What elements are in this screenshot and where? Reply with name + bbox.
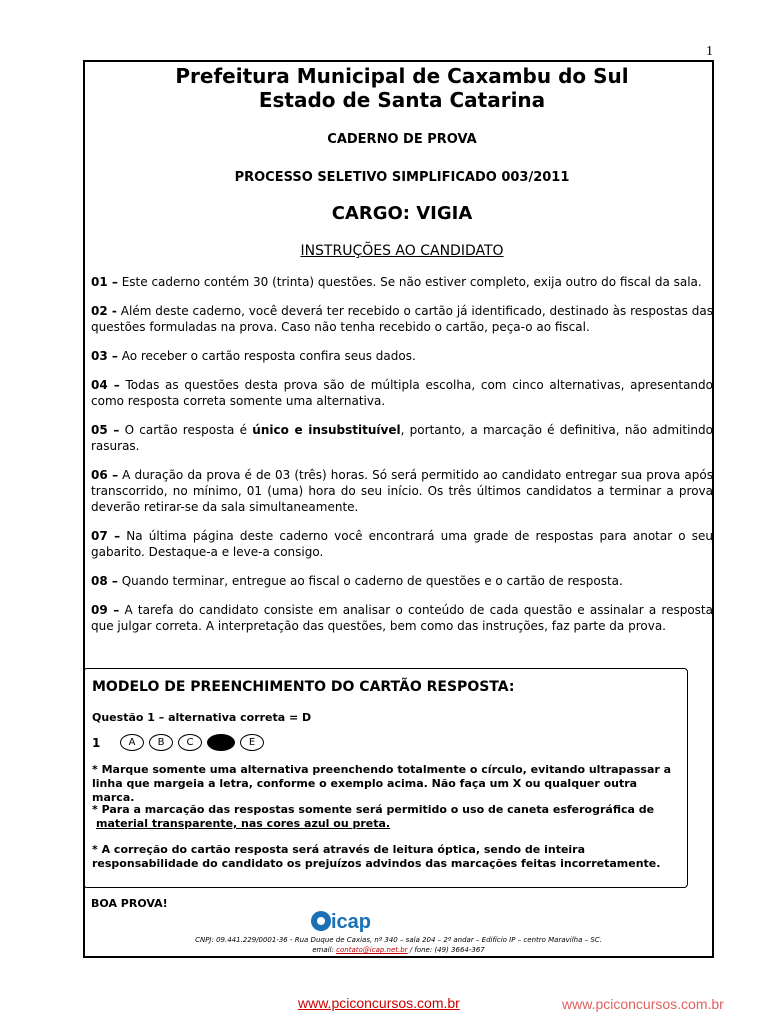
instruction-item bbox=[91, 377, 713, 409]
note-pen-line1: * Para a marcação das respostas somente será permitido o uso de caneta esferográfica de bbox=[92, 803, 655, 816]
item-number: 06 – bbox=[91, 468, 119, 482]
boa-prova: BOA PROVA! bbox=[91, 897, 168, 910]
instructions-list bbox=[91, 274, 713, 647]
exam-cover bbox=[91, 64, 713, 633]
instruction-item bbox=[91, 528, 713, 560]
icap-logo bbox=[310, 904, 385, 940]
footer-contact bbox=[83, 946, 714, 954]
model-title: MODELO DE PREENCHIMENTO DO CARTÃO RESPOSTA: bbox=[92, 679, 515, 695]
email-link[interactable]: contato@icap.net.br bbox=[336, 946, 408, 954]
title-line-1: Prefeitura Municipal de Caxambu do Sul bbox=[175, 64, 629, 88]
instruction-item bbox=[91, 573, 713, 589]
note-marking: * Marque somente uma alternativa preenchendo totalmente o círculo, evitando ultrapassar a linha que margeia a letra, conforme o exemplo acima. Não faça um X ou qualquer outra marca. bbox=[92, 763, 672, 804]
item-text: Quando terminar, entregue ao fiscal o caderno de questões e o cartão de resposta. bbox=[117, 574, 623, 588]
instruction-item bbox=[91, 348, 713, 364]
note-pen bbox=[92, 803, 682, 831]
item-text: A duração da prova é de 03 (três) horas. Só será permitido ao candidato entregar sua prova após transcorrido, no mínimo, 01 (uma) hora do seu início. Os três últimos candidatos a terminar a prova deverão retirar-se da sala simultaneamente. bbox=[91, 468, 713, 514]
instruction-item bbox=[91, 422, 713, 454]
item-number: 02 - bbox=[91, 304, 117, 318]
item-number: 09 – bbox=[91, 603, 120, 617]
phone-text: / fone: (49) 3664-367 bbox=[407, 946, 485, 954]
example-bubbles bbox=[92, 734, 269, 751]
item-number: 01 – bbox=[91, 275, 118, 289]
item-text: , portanto, a marcação é definitiva, não admitindo rasuras. bbox=[91, 423, 713, 453]
item-text: Todas as questões desta prova são de múltipla escolha, com cinco alternativas, apresentando como resposta correta somente uma alternativa. bbox=[91, 378, 713, 408]
processo-heading: PROCESSO SELETIVO SIMPLIFICADO 003/2011 bbox=[234, 170, 570, 185]
footer-address: CNPJ: 09.441.229/0001-36 - Rua Duque de Caxias, nº 340 – sala 204 – 2º andar – Edifício IP – centro Maravilha – SC. bbox=[195, 936, 602, 944]
site-link[interactable]: www.pciconcursos.com.br bbox=[298, 995, 460, 1011]
instruction-item bbox=[91, 602, 713, 634]
item-text: Na última página deste caderno você encontrará uma grade de respostas para anotar o seu gabarito. Destaque-a e leve-a consigo. bbox=[91, 529, 713, 559]
email-label: email: bbox=[312, 946, 337, 954]
cargo-heading: CARGO: VIGIA bbox=[331, 203, 473, 224]
item-number: 05 – bbox=[91, 423, 120, 437]
instruction-item bbox=[91, 467, 713, 515]
answer-card-model-box bbox=[83, 668, 688, 888]
item-number: 03 – bbox=[91, 349, 118, 363]
bubble-b: B bbox=[149, 734, 173, 751]
site-watermark: www.pciconcursos.com.br bbox=[562, 996, 724, 1012]
item-text: Este caderno contém 30 (trinta) questões. Se não estiver completo, exija outro do fiscal da sala. bbox=[117, 275, 702, 289]
bubble-e: E bbox=[240, 734, 264, 751]
instructions-heading: INSTRUÇÕES AO CANDIDATO bbox=[300, 243, 504, 259]
example-question: Questão 1 – alternativa correta = D bbox=[92, 711, 312, 724]
bubble-d-filled bbox=[207, 734, 235, 751]
item-number: 04 – bbox=[91, 378, 120, 392]
item-text: A tarefa do candidato consiste em analisar o conteúdo de cada questão e assinalar a resposta que julgar correta. A interpretação das questões, bem como das instruções, faz parte da prova. bbox=[91, 603, 713, 633]
example-row-number: 1 bbox=[92, 735, 101, 750]
item-text-bold: único e insubstituível bbox=[252, 423, 401, 437]
instruction-item bbox=[91, 274, 713, 290]
bubble-a: A bbox=[120, 734, 144, 751]
item-text: Além deste caderno, você deverá ter recebido o cartão já identificado, destinado às respostas das questões formuladas na prova. Caso não tenha recebido o cartão, peça-o ao fiscal. bbox=[91, 304, 713, 334]
item-number: 08 – bbox=[91, 574, 118, 588]
item-number: 07 – bbox=[91, 529, 121, 543]
logo-text: icap bbox=[331, 911, 372, 933]
note-pen-line2: material transparente, nas cores azul ou preta. bbox=[96, 817, 391, 830]
title-line-2: Estado de Santa Catarina bbox=[258, 88, 546, 112]
note-correction: * A correção do cartão resposta será através de leitura óptica, sendo de inteira responsabilidade do candidato os prejuízos advindos das marcações feitas incorretamente. bbox=[92, 843, 661, 870]
bubble-c: C bbox=[178, 734, 202, 751]
item-text: O cartão resposta é bbox=[119, 423, 253, 437]
page-number: 1 bbox=[706, 44, 713, 59]
item-text: Ao receber o cartão resposta confira seus dados. bbox=[117, 349, 416, 363]
caderno-heading: CADERNO DE PROVA bbox=[327, 132, 477, 147]
instruction-item bbox=[91, 303, 713, 335]
